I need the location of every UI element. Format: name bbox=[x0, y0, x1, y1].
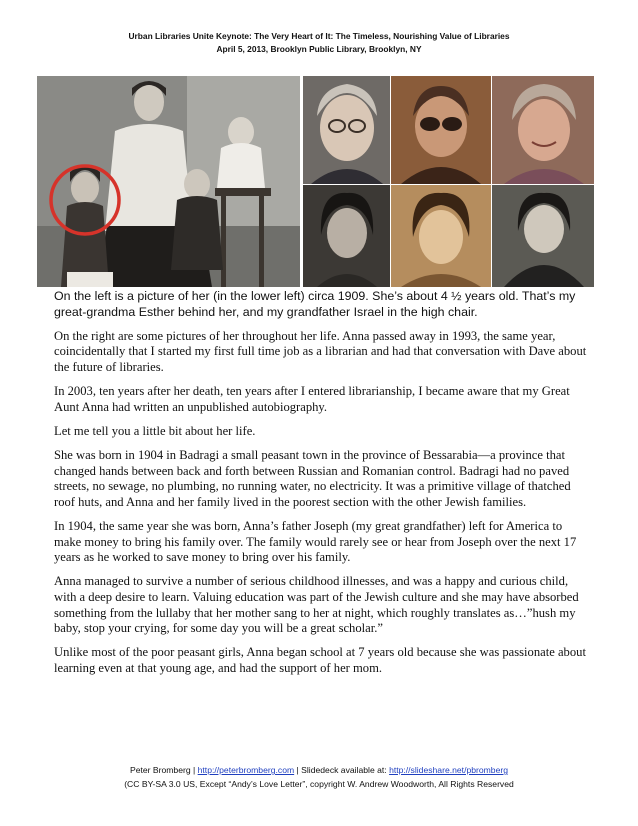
page-header bbox=[0, 30, 638, 56]
portrait-young-woman-sepia bbox=[391, 185, 491, 287]
portrait-woman-dark-dress bbox=[492, 185, 594, 287]
family-photo bbox=[37, 76, 300, 287]
paragraph: Let me tell you a little bit about her life. bbox=[54, 423, 256, 438]
paragraph: On the left is a picture of her (in the lower left) circa 1909. She’s about 4 ½ years old. That’s my great-grandma Esther behind her, and my grandfather Israel in the high chair. bbox=[54, 289, 576, 319]
portrait-girl-dark-hair bbox=[303, 185, 390, 287]
paragraph: On the right are some pictures of her throughout her life. Anna passed away in 1993, the same year, coincidentally that I started my first full time job as a librarian and had that conversation with Dave about the future of libraries. bbox=[54, 328, 587, 374]
footer-line-1 bbox=[0, 763, 638, 777]
paragraph: She was born in 1904 in Badragi a small peasant town in the province of Bessarabia—a province that changed hands between back and forth between Russian and Romanian control. Badragi had no paved streets, no sewage, no plumbing, no running water, no electricity. It was a primitive village of thatched roof huts, and Anna and her family lived in the poorest section with the other Jewish families. bbox=[54, 448, 571, 509]
paragraph: In 1904, the same year she was born, Anna’s father Joseph (my great grandfather) left for America to make money to bring his family over. The family would rarely see or hear from Joseph over the next 17 years as he worked to save money to bring over his family. bbox=[54, 519, 577, 565]
header-title: Urban Libraries Unite Keynote: The Very Heart of It: The Timeless, Nourishing Value of Libraries bbox=[128, 31, 510, 41]
portrait-glasses-elder bbox=[303, 76, 390, 184]
footer-author: Peter Bromberg | bbox=[129, 765, 198, 775]
header-date-location: April 5, 2013, Brooklyn Public Library, Brooklyn, NY bbox=[216, 44, 422, 54]
slideshare-link[interactable]: http://slideshare.net/pbromberg bbox=[389, 765, 509, 775]
paragraph: Unlike most of the poor peasant girls, Anna began school at 7 years old because she was passionate about learning even at that young age, and had the support of her mom. bbox=[54, 645, 586, 676]
paragraph: Anna managed to survive a number of serious childhood illnesses, and was a happy and curious child, with a deep desire to learn. Valuing education was part of the Jewish culture and she may have absorbed something from the lullaby that her mother sang to her at night, which roughly translates as…”hush my baby, stop your crying, for some day you will be a great scholar.” bbox=[54, 574, 579, 636]
portrait-gray-hair-smiling bbox=[492, 76, 594, 184]
footer-slidedeck-label: | Slidedeck available at: bbox=[294, 765, 390, 775]
author-website-link[interactable]: http://peterbromberg.com bbox=[197, 765, 295, 775]
footer-license: (CC BY-SA 3.0 US, Except “Andy’s Love Letter”, copyright W. Andrew Woodworth, All Rights Reserved bbox=[124, 779, 514, 789]
body-text bbox=[54, 289, 590, 685]
page-footer bbox=[0, 763, 638, 791]
portrait-dark-glasses bbox=[391, 76, 491, 184]
paragraph: In 2003, ten years after her death, ten years after I entered librarianship, I became aware that my Great Aunt Anna had written an unpublished autobiography. bbox=[54, 384, 570, 414]
